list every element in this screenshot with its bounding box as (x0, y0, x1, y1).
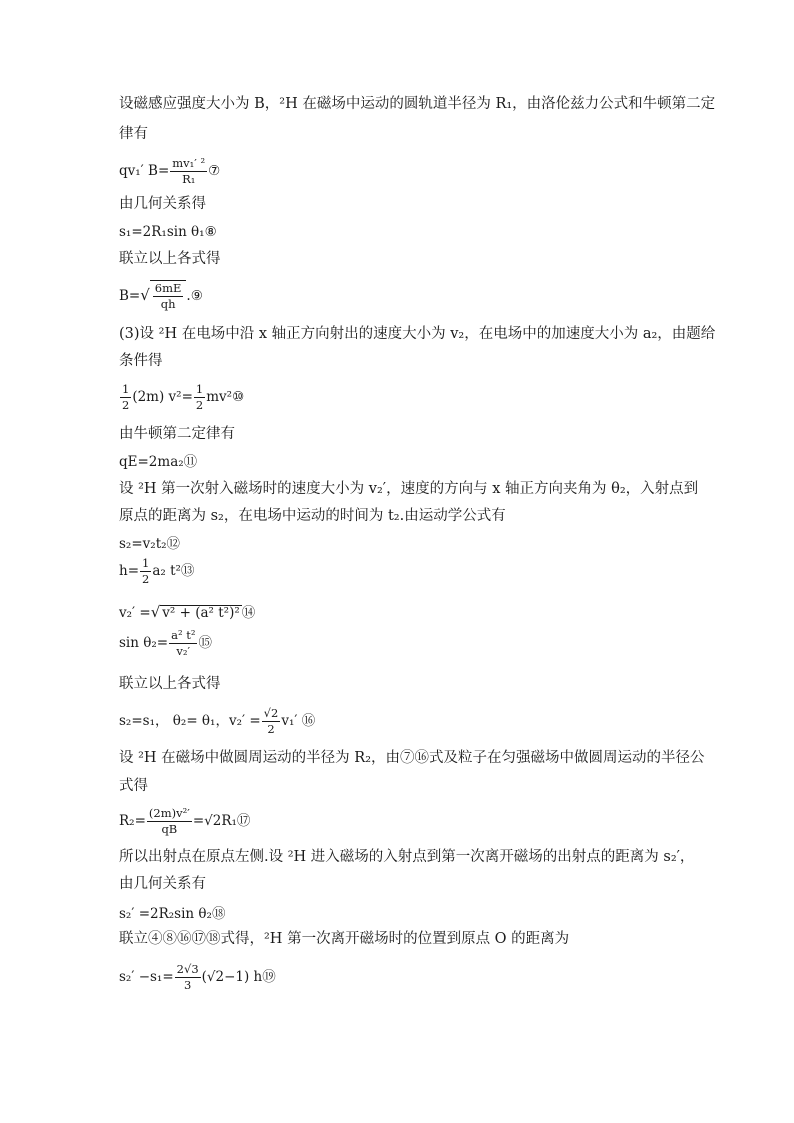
equation-19 (119, 962, 276, 993)
eq7-denominator: R₁ (182, 172, 196, 186)
equation-8: s₁=2R₁sin θ₁⑧ (119, 224, 217, 240)
eq16-right: v₁′ ⑯ (281, 713, 316, 729)
equation-13 (119, 556, 194, 587)
equation-15 (119, 628, 212, 659)
eq13-numerator: 1 (142, 556, 150, 570)
eq15-denominator: v₂′ (176, 644, 191, 658)
text-line-15: 联立④⑧⑯⑰⑱式得，²H 第一次离开磁场时的位置到原点 O 的距离为 (119, 931, 570, 947)
eq10-mid: (2m) v²= (132, 389, 193, 405)
eq15-fraction (169, 628, 197, 659)
text-line-14: 由几何关系有 (119, 876, 206, 892)
eq9-denominator: qh (160, 297, 176, 311)
sqrt-symbol: √ (140, 286, 150, 304)
eq9-fraction (153, 281, 184, 312)
eq9-mark: .⑨ (186, 288, 203, 304)
eq10-right: mv²⑩ (206, 389, 245, 405)
text-line-9: 原点的距离为 s₂，在电场中运动的时间为 t₂.由运动学公式有 (119, 508, 506, 524)
eq19-right: (√2−1) h⑲ (201, 969, 276, 985)
eq7-numerator: mv₁′ ² (172, 156, 206, 170)
eq17-left: R₂= (119, 813, 146, 829)
equation-14 (119, 602, 255, 623)
equation-11: qE=2ma₂⑪ (119, 454, 198, 470)
sqrt-symbol: √ (150, 603, 161, 621)
eq15-left: sin θ₂= (119, 635, 169, 651)
equation-18: s₂′ =2R₂sin θ₂⑱ (119, 906, 226, 922)
eq14-left: v₂′ = (119, 605, 151, 621)
eq9-left: B= (119, 288, 141, 304)
text-line-8: 设 ²H 第一次射入磁场时的速度大小为 v₂′，速度的方向与 x 轴正方向夹角为 θ₂，入射点到 (119, 481, 699, 497)
text-line-11: 设 ²H 在磁场中做圆周运动的半径为 R₂，由⑦⑯式及粒子在匀强磁场中做圆周运动的半径公 (119, 750, 705, 766)
eq13-left: h= (119, 563, 140, 579)
text-line-13: 所以出射点在原点左侧.设 ²H 进入磁场的入射点到第一次离开磁场的出射点的距离为 s₂′， (119, 849, 695, 865)
eq19-numerator: 2√3 (176, 962, 199, 976)
text-line-1: 设磁感应强度大小为 B，²H 在磁场中运动的圆轨道半径为 R₁，由洛伦兹力公式和牛顿第二定 (119, 96, 716, 112)
eq13-fraction (140, 556, 151, 587)
eq9-numerator: 6mE (154, 281, 182, 295)
equation-10 (119, 382, 244, 413)
text-line-2: 律有 (119, 126, 148, 142)
eq17-fraction (147, 806, 192, 837)
eq13-right: a₂ t²⑬ (152, 563, 195, 579)
eq10-fraction-b (194, 382, 205, 413)
eq10-b-numerator: 1 (195, 382, 204, 396)
text-line-7: 由牛顿第二定律有 (119, 426, 235, 442)
equation-16 (119, 706, 315, 737)
eq16-fraction (262, 706, 281, 737)
eq7-fraction (170, 156, 207, 187)
eq10-b-denominator: 2 (195, 398, 204, 412)
text-line-6: 条件得 (119, 353, 163, 369)
eq17-right: =√2R₁⑰ (192, 813, 251, 829)
eq10-a-numerator: 1 (122, 382, 130, 396)
equation-9 (119, 280, 203, 312)
text-line-3: 由几何关系得 (119, 196, 206, 212)
eq7-left: qv₁′ B= (119, 163, 170, 179)
text-line-10: 联立以上各式得 (119, 676, 221, 692)
text-line-12: 式得 (119, 778, 148, 794)
eq19-denominator: 3 (183, 978, 192, 992)
eq15-numerator: a² t² (171, 628, 196, 642)
eq17-numerator: (2m)v²′ (148, 806, 190, 820)
eq9-radicand (150, 280, 187, 312)
eq14-mark: ⑭ (241, 605, 256, 621)
eq16-left: s₂=s₁， θ₂= θ₁，v₂′ = (119, 713, 261, 729)
eq10-fraction-a (120, 382, 131, 413)
equation-12: s₂=v₂t₂⑫ (119, 536, 181, 552)
eq13-denominator: 2 (142, 572, 150, 586)
eq14-radicand: v² + (a² t²)² (162, 605, 240, 621)
eq17-denominator: qB (161, 822, 178, 836)
text-line-4: 联立以上各式得 (119, 251, 221, 267)
text-line-5: (3)设 ²H 在电场中沿 x 轴正方向射出的速度大小为 v₂，在电场中的加速度大小为 a₂，由题给 (119, 326, 716, 342)
eq16-numerator: √2 (263, 706, 279, 720)
eq15-mark: ⑮ (198, 635, 212, 651)
eq19-left: s₂′ −s₁= (119, 969, 174, 985)
eq16-denominator: 2 (267, 722, 275, 736)
eq19-fraction (175, 962, 201, 993)
eq7-mark: ⑦ (208, 163, 221, 179)
eq10-a-denominator: 2 (122, 398, 130, 412)
equation-17 (119, 806, 250, 837)
equation-7 (119, 156, 220, 187)
